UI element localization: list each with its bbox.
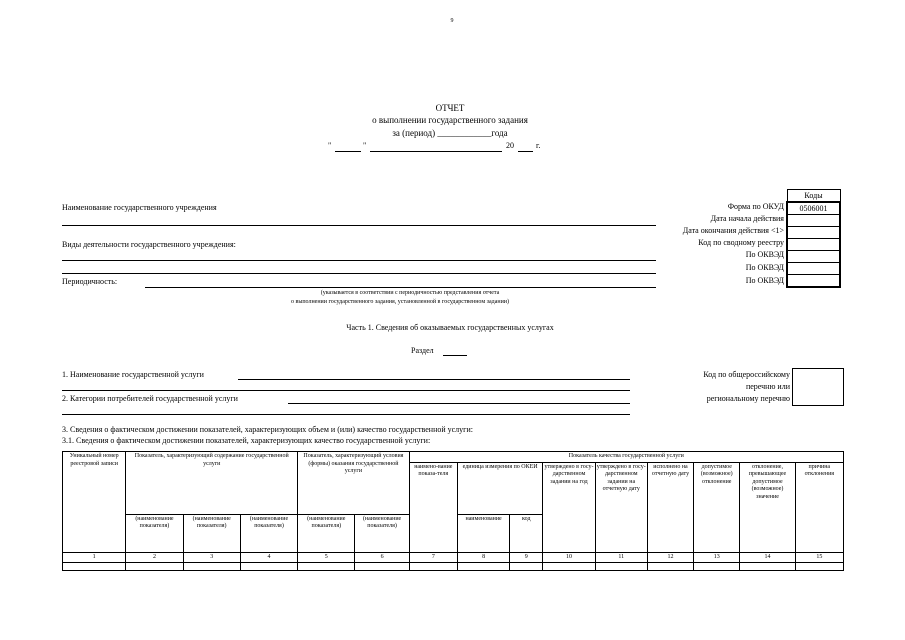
periodicity-label: Периодичность: xyxy=(62,277,118,286)
cell-13[interactable] xyxy=(694,563,740,571)
cell-2[interactable] xyxy=(126,563,183,571)
code-ref-3: региональному перечню xyxy=(706,394,790,403)
section-label: Раздел xyxy=(411,346,434,355)
code-ref-2: перечню или xyxy=(745,382,790,391)
cell-10[interactable] xyxy=(543,563,595,571)
code-label-okved-1: По ОКВЭД xyxy=(745,250,784,259)
cell-7[interactable] xyxy=(409,563,457,571)
col-num-13: 13 xyxy=(694,552,740,563)
col-unit: единица измерения по ОКЕИ xyxy=(457,462,542,514)
code-value-start-date[interactable] xyxy=(787,215,840,227)
date-quote-close: " xyxy=(363,141,367,150)
periodicity-note-1: (указывается в соответствии с периодичностью представления отчета xyxy=(320,290,500,296)
table-row xyxy=(63,563,844,571)
col-num-9: 9 xyxy=(510,552,543,563)
col-num-14: 14 xyxy=(740,552,795,563)
cell-6[interactable] xyxy=(355,563,409,571)
sub-conditions-1: (наименование показателя) xyxy=(298,514,355,552)
cell-9[interactable] xyxy=(510,563,543,571)
cell-15[interactable] xyxy=(795,563,843,571)
col-num-7: 7 xyxy=(409,552,457,563)
date-suffix: г. xyxy=(536,141,541,150)
code-label-okved-3: По ОКВЭД xyxy=(745,276,784,285)
codes-header: Коды xyxy=(787,190,840,203)
code-value-okved-3[interactable] xyxy=(787,275,840,288)
cell-1[interactable] xyxy=(63,563,126,571)
item-3: 3. Сведения о фактическом достижении показателей, характеризующих объем и (или) качество государственной услуги: xyxy=(62,425,473,434)
table-number-row xyxy=(63,552,844,563)
code-label-end-date: Дата окончания действия <1> xyxy=(682,226,784,235)
code-label-okud: Форма по ОКУД xyxy=(727,202,784,211)
col-num-6: 6 xyxy=(355,552,409,563)
sub-content-2: (наименование показателя) xyxy=(183,514,240,552)
cell-5[interactable] xyxy=(298,563,355,571)
code-label-registry: Код по сводному реестру xyxy=(698,238,784,247)
col-num-11: 11 xyxy=(595,552,647,563)
col-quality-indicator: Показатель качества государственной услуги xyxy=(409,452,843,463)
cell-3[interactable] xyxy=(183,563,240,571)
col-exceed: отклонение, превышающее допустимое (возможное) значение xyxy=(740,462,795,552)
col-registry-number: Уникальный номер реестровой записи xyxy=(63,452,126,553)
sub-unit-code: код xyxy=(510,514,543,552)
code-value-okved-1[interactable] xyxy=(787,251,840,263)
sub-content-1: (наименование показателя) xyxy=(126,514,183,552)
report-subtitle: о выполнении государственного задания xyxy=(372,115,528,125)
code-ref-box[interactable] xyxy=(792,368,844,406)
col-done: исполнено на отчетную дату xyxy=(647,462,693,552)
col-num-10: 10 xyxy=(543,552,595,563)
activities-label: Виды деятельности государственного учреждения: xyxy=(62,240,236,249)
cell-12[interactable] xyxy=(647,563,693,571)
period-line: за (период) ____________года xyxy=(392,128,508,138)
col-approved-date: утверждено в госу-дарственном задании на отчетную дату xyxy=(595,462,647,552)
col-num-4: 4 xyxy=(240,552,297,563)
quality-table xyxy=(62,451,844,571)
cell-8[interactable] xyxy=(457,563,509,571)
consumers-label: 2. Категории потребителей государственной услуги xyxy=(62,394,238,403)
part1-title: Часть 1. Сведения об оказываемых государственных услугах xyxy=(346,323,554,332)
code-value-okud[interactable]: 0506001 xyxy=(787,202,840,215)
col-content-indicator: Показатель, характеризующий содержание государственной услуги xyxy=(126,452,298,515)
col-approved-year: утверждено в госу-дарственном задании на год xyxy=(543,462,595,552)
col-num-12: 12 xyxy=(647,552,693,563)
col-num-5: 5 xyxy=(298,552,355,563)
sub-unit-name: наименование xyxy=(457,514,509,552)
col-num-3: 3 xyxy=(183,552,240,563)
date-quote-open: " xyxy=(328,141,332,150)
col-num-8: 8 xyxy=(457,552,509,563)
date-line xyxy=(328,142,578,156)
code-label-start-date: Дата начала действия xyxy=(710,214,784,223)
col-conditions-indicator: Показатель, характеризующий условия (формы) оказания государственной услуги xyxy=(298,452,410,515)
date-year-prefix: 20 xyxy=(506,141,514,150)
item-3-1: 3.1. Сведения о фактическом достижении показателей, характеризующих качество государственной услуги: xyxy=(62,436,431,445)
codes-table xyxy=(786,189,841,288)
col-num-15: 15 xyxy=(795,552,843,563)
code-value-okved-2[interactable] xyxy=(787,263,840,275)
sub-conditions-2: (наименование показателя) xyxy=(355,514,409,552)
col-quality-name: наимено-вание показа-теля xyxy=(409,462,457,552)
col-reason: причина отклонения xyxy=(795,462,843,552)
cell-11[interactable] xyxy=(595,563,647,571)
service-name-label: 1. Наименование государственной услуги xyxy=(62,370,204,379)
periodicity-note-2: о выполнении государственного задания, установленной в государственном задании) xyxy=(290,299,509,305)
page-number: 9 xyxy=(450,18,454,24)
code-ref-1: Код по общероссийскому xyxy=(703,370,790,379)
cell-4[interactable] xyxy=(240,563,297,571)
code-value-registry[interactable] xyxy=(787,239,840,251)
institution-label: Наименование государственного учреждения xyxy=(62,203,217,212)
col-num-2: 2 xyxy=(126,552,183,563)
col-allowed: допустимое (возможное) отклонение xyxy=(694,462,740,552)
sub-content-3: (наименование показателя) xyxy=(240,514,297,552)
cell-14[interactable] xyxy=(740,563,795,571)
code-value-end-date[interactable] xyxy=(787,227,840,239)
col-num-1: 1 xyxy=(63,552,126,563)
report-title: ОТЧЕТ xyxy=(435,103,465,113)
code-label-okved-2: По ОКВЭД xyxy=(745,263,784,272)
